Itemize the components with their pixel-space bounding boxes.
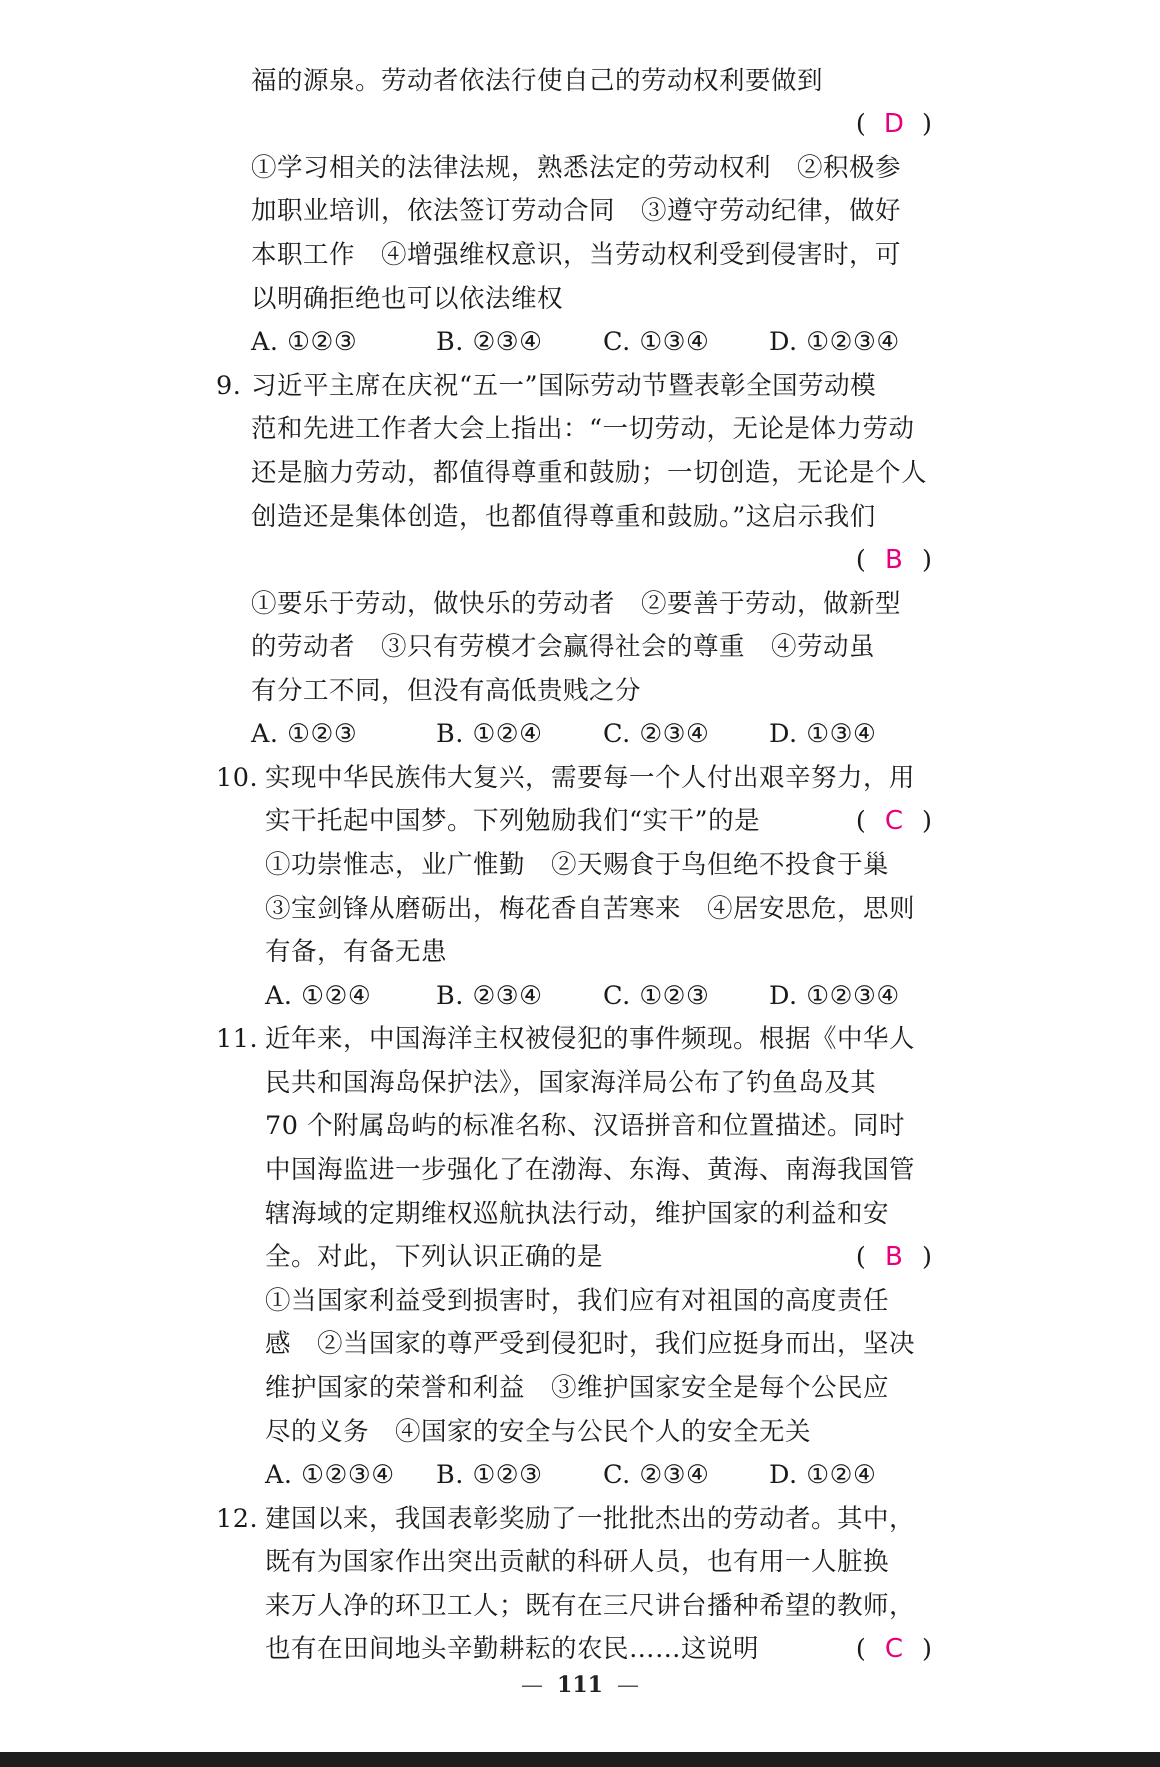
q11-stem-line-5: 辖海域的定期维权巡航执法行动，维护国家的利益和安	[265, 1199, 890, 1229]
q10-option-d: D. ①②③④	[769, 981, 900, 1011]
q11-statement-line-2: 感 ②当国家的尊严受到侵犯时，我们应挺身而出，坚决	[265, 1329, 916, 1359]
footer-dash-left: —	[521, 1673, 544, 1698]
q11-stem-line-6: 全。对此，下列认识正确的是	[265, 1242, 604, 1272]
q10-answer: C	[884, 806, 904, 836]
q10-stem-line-1: 实现中华民族伟大复兴，需要每一个人付出艰辛努力，用	[265, 763, 916, 793]
q11-option-a: A. ①②③④	[265, 1460, 395, 1490]
q12-answer: C	[884, 1634, 904, 1664]
q10-statement-line-2: ③宝剑锋从磨砺出，梅花香自苦寒来 ④居安思危，思则	[265, 894, 916, 924]
q11-statement-line-1: ①当国家利益受到损害时，我们应有对祖国的高度责任	[265, 1286, 890, 1316]
q8-option-d: D. ①②③④	[769, 327, 900, 357]
q9-stem-line-4: 创造还是集体创造，也都值得尊重和鼓励。”这启示我们	[251, 502, 876, 532]
q12-stem-line-3: 来万人净的环卫工人；既有在三尺讲台播种希望的教师，	[265, 1591, 916, 1621]
q9-statement-line-2: 的劳动者 ③只有劳模才会赢得社会的尊重 ④劳动虽	[251, 632, 876, 662]
q12-stem-line-4: 也有在田间地头辛勤耕耘的农民……这说明	[265, 1634, 760, 1664]
q12-stem-line-2: 既有为国家作出突出贡献的科研人员，也有用一人脏换	[265, 1547, 890, 1577]
q9-option-a: A. ①②③	[251, 719, 358, 749]
q9-option-d: D. ①③④	[769, 719, 877, 749]
q8-statement-line-3: 本职工作 ④增强维权意识，当劳动权利受到侵害时，可	[251, 240, 902, 270]
q10-option-a: A. ①②④	[265, 981, 372, 1011]
q8-stem-line-1: 福的源泉。劳动者依法行使自己的劳动权利要做到	[251, 66, 824, 96]
q11-option-d: D. ①②④	[769, 1460, 877, 1490]
q9-answer: B	[885, 545, 903, 575]
page-number: 111	[557, 1672, 603, 1698]
q11-stem-line-1: 近年来，中国海洋主权被侵犯的事件频现。根据《中华人	[265, 1024, 916, 1054]
q8-answer: D	[883, 109, 904, 139]
q9-answer-bracket: ( B )	[856, 540, 932, 580]
q12-number: 12.	[216, 1504, 259, 1534]
q9-stem-line-1: 习近平主席在庆祝“五一”国际劳动节暨表彰全国劳动模	[251, 371, 877, 401]
q11-answer: B	[885, 1242, 903, 1272]
q11-statement-line-4: 尽的义务 ④国家的安全与公民个人的安全无关	[265, 1417, 812, 1447]
q11-answer-bracket: ( B )	[856, 1237, 932, 1277]
q8-option-a: A. ①②③	[251, 327, 358, 357]
q10-answer-bracket: ( C )	[856, 801, 932, 841]
q11-stem-line-2: 民共和国海岛保护法》，国家海洋局公布了钓鱼岛及其	[265, 1068, 877, 1098]
q10-statement-line-3: 有备，有备无患	[265, 937, 448, 967]
q9-stem-line-2: 范和先进工作者大会上指出：“一切劳动，无论是体力劳动	[251, 414, 915, 444]
q10-option-c: C. ①②③	[603, 981, 710, 1011]
q11-statement-line-3: 维护国家的荣誉和利益 ③维护国家安全是每个公民应	[265, 1373, 890, 1403]
q11-stem-line-3: 70 个附属岛屿的标准名称、汉语拼音和位置描述。同时	[265, 1111, 906, 1141]
q9-option-b: B. ①②④	[436, 719, 543, 749]
q8-statement-line-1: ①学习相关的法律法规，熟悉法定的劳动权利 ②积极参	[251, 153, 902, 183]
q11-number: 11.	[216, 1024, 259, 1054]
q10-option-b: B. ②③④	[436, 981, 543, 1011]
q9-statement-line-3: 有分工不同，但没有高低贵贱之分	[251, 676, 642, 706]
footer-dash-right: —	[616, 1673, 639, 1698]
q8-statement-line-2: 加职业培训，依法签订劳动合同 ③遵守劳动纪律，做好	[251, 196, 902, 226]
page-footer	[0, 1672, 1160, 1698]
q8-option-c: C. ①③④	[603, 327, 710, 357]
q10-statement-line-1: ①功崇惟志，业广惟勤 ②天赐食于鸟但绝不投食于巢	[265, 850, 890, 880]
q8-answer-bracket: ( D )	[856, 104, 932, 144]
q8-statement-line-4: 以明确拒绝也可以依法维权	[251, 284, 564, 314]
q11-option-c: C. ②③④	[603, 1460, 710, 1490]
q11-stem-line-4: 中国海监进一步强化了在渤海、东海、黄海、南海我国管	[265, 1155, 916, 1185]
q9-option-c: C. ②③④	[603, 719, 710, 749]
q9-number: 9.	[216, 371, 242, 401]
q10-stem-line-2: 实干托起中国梦。下列勉励我们“实干”的是	[265, 806, 761, 836]
q12-answer-bracket: ( C )	[856, 1629, 932, 1669]
q10-number: 10.	[216, 763, 259, 793]
bottom-bar	[0, 1752, 1160, 1767]
q12-stem-line-1: 建国以来，我国表彰奖励了一批批杰出的劳动者。其中，	[265, 1504, 916, 1534]
q9-statement-line-1: ①要乐于劳动，做快乐的劳动者 ②要善于劳动，做新型	[251, 589, 902, 619]
q8-option-b: B. ②③④	[436, 327, 543, 357]
q9-stem-line-3: 还是脑力劳动，都值得尊重和鼓励；一切创造，无论是个人	[251, 458, 928, 488]
q11-option-b: B. ①②③	[436, 1460, 543, 1490]
